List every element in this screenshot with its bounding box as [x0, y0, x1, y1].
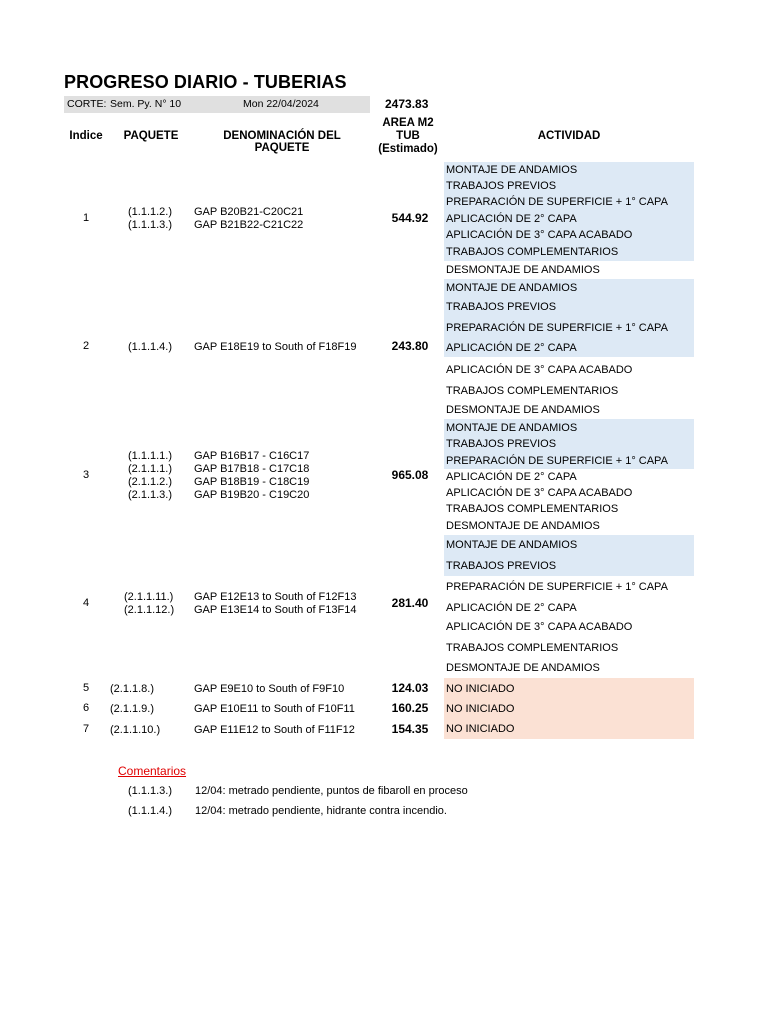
row-actividad: DESMONTAJE DE ANDAMIOS [444, 261, 694, 279]
row-actividad: NO INICIADO [444, 719, 694, 739]
row-indice: 4 [82, 597, 90, 609]
comentario-paquete: (1.1.1.4.) [128, 805, 173, 817]
row-actividad: TRABAJOS COMPLEMENTARIOS [444, 243, 694, 261]
header-area-3: (Estimado) [378, 143, 438, 155]
row-actividad: MONTAJE DE ANDAMIOS [444, 279, 694, 297]
row-actividad: APLICACIÓN DE 2° CAPA [444, 210, 694, 227]
row-actividad: APLICACIÓN DE 2° CAPA [444, 597, 694, 618]
row-paquete: (1.1.1.4.) [128, 340, 173, 353]
row-paquete: (2.1.1.8.) [110, 682, 155, 695]
row-actividad: TRABAJOS COMPLEMENTARIOS [444, 382, 694, 400]
row-actividad: TRABAJOS PREVIOS [444, 297, 694, 317]
row-actividad: APLICACIÓN DE 3° CAPA ACABADO [444, 485, 694, 501]
row-actividad: MONTAJE DE ANDAMIOS [444, 535, 694, 555]
area-total: 2473.83 [385, 97, 429, 111]
row-paquete: (2.1.1.11.) [124, 591, 174, 603]
header-paquete: PAQUETE [123, 130, 179, 142]
header-denominacion: DENOMINACIÓN DEL PAQUETE [223, 130, 341, 154]
row-actividad: NO INICIADO [444, 699, 694, 719]
row-actividad: NO INICIADO [444, 678, 694, 699]
row-paquete: (2.1.1.10.) [110, 723, 161, 736]
row-paquete: (1.1.1.2.) [128, 206, 173, 218]
row-actividad: TRABAJOS PREVIOS [444, 178, 694, 194]
row-actividad: TRABAJOS PREVIOS [444, 555, 694, 576]
row-denominacion: GAP B16B17 - C16C17 [194, 450, 310, 462]
row-paquete: (1.1.1.3.) [128, 219, 173, 231]
row-denominacion: GAP E10E11 to South of F10F11 [194, 702, 355, 715]
corte-semana: Sem. Py. N° 10 [110, 98, 182, 110]
row-actividad: PREPARACIÓN DE SUPERFICIE + 1° CAPA [444, 576, 694, 597]
row-actividad: PREPARACIÓN DE SUPERFICIE + 1° CAPA [444, 194, 694, 210]
row-denominacion: GAP B18B19 - C18C19 [194, 476, 310, 488]
row-denominacion: GAP B19B20 - C19C20 [194, 489, 310, 501]
row-denominacion: GAP E9E10 to South of F9F10 [194, 682, 345, 695]
row-actividad: APLICACIÓN DE 2° CAPA [444, 338, 694, 357]
row-area: 124.03 [391, 681, 429, 695]
row-paquete: (2.1.1.2.) [128, 476, 173, 488]
header-indice: Indice [69, 130, 103, 142]
row-denominacion: GAP B21B22-C21C22 [194, 219, 304, 231]
row-indice: 7 [82, 723, 90, 735]
row-paquete: (2.1.1.9.) [110, 702, 155, 715]
row-area: 965.08 [391, 468, 429, 482]
row-actividad: APLICACIÓN DE 2° CAPA [444, 469, 694, 485]
row-denominacion: GAP B20B21-C20C21 [194, 206, 304, 218]
row-actividad: DESMONTAJE DE ANDAMIOS [444, 658, 694, 678]
row-actividad: MONTAJE DE ANDAMIOS [444, 419, 694, 436]
row-area: 154.35 [391, 722, 429, 736]
corte-fecha: Mon 22/04/2024 [243, 98, 319, 110]
row-actividad: TRABAJOS COMPLEMENTARIOS [444, 501, 694, 517]
row-denominacion: GAP B17B18 - C17C18 [194, 463, 310, 475]
row-denominacion: GAP E12E13 to South of F12F13 [194, 591, 357, 603]
row-actividad: TRABAJOS COMPLEMENTARIOS [444, 637, 694, 658]
row-actividad: DESMONTAJE DE ANDAMIOS [444, 400, 694, 419]
row-paquete: (2.1.1.3.) [128, 489, 173, 501]
row-actividad: PREPARACIÓN DE SUPERFICIE + 1° CAPA [444, 317, 694, 338]
row-actividad: MONTAJE DE ANDAMIOS [444, 162, 694, 178]
row-indice: 5 [82, 682, 90, 694]
row-denominacion: GAP E13E14 to South of F13F14 [194, 604, 357, 616]
row-indice: 1 [82, 212, 90, 224]
comentarios-label: Comentarios [118, 764, 187, 778]
row-paquete: (1.1.1.1.) [128, 450, 173, 462]
row-actividad: DESMONTAJE DE ANDAMIOS [444, 517, 694, 535]
header-area-1: AREA M2 [382, 117, 434, 129]
header-actividad: ACTIVIDAD [537, 130, 601, 142]
row-paquete: (2.1.1.1.) [128, 463, 173, 475]
row-actividad: APLICACIÓN DE 3° CAPA ACABADO [444, 617, 694, 637]
row-area: 281.40 [391, 596, 429, 610]
row-denominacion: GAP E18E19 to South of F18F19 [194, 340, 357, 353]
row-indice: 3 [82, 469, 90, 481]
page-title: PROGRESO DIARIO - TUBERIAS [64, 72, 347, 92]
corte-label: CORTE: [67, 98, 107, 110]
row-denominacion: GAP E11E12 to South of F11F12 [194, 723, 355, 736]
comentario-texto: 12/04: metrado pendiente, hidrante contra incendio. [195, 805, 447, 817]
row-paquete: (2.1.1.12.) [124, 604, 175, 616]
comentario-paquete: (1.1.1.3.) [128, 785, 173, 797]
row-area: 243.80 [391, 339, 429, 353]
row-actividad: APLICACIÓN DE 3° CAPA ACABADO [444, 357, 694, 382]
row-indice: 6 [82, 702, 90, 714]
row-area: 160.25 [391, 701, 429, 715]
comentario-texto: 12/04: metrado pendiente, puntos de fibaroll en proceso [195, 785, 468, 797]
row-area: 544.92 [391, 211, 429, 225]
row-indice: 2 [82, 340, 90, 352]
row-actividad: PREPARACIÓN DE SUPERFICIE + 1° CAPA [444, 452, 694, 469]
header-area-2: TUB [396, 130, 420, 142]
row-actividad: APLICACIÓN DE 3° CAPA ACABADO [444, 227, 694, 243]
row-actividad: TRABAJOS PREVIOS [444, 436, 694, 452]
